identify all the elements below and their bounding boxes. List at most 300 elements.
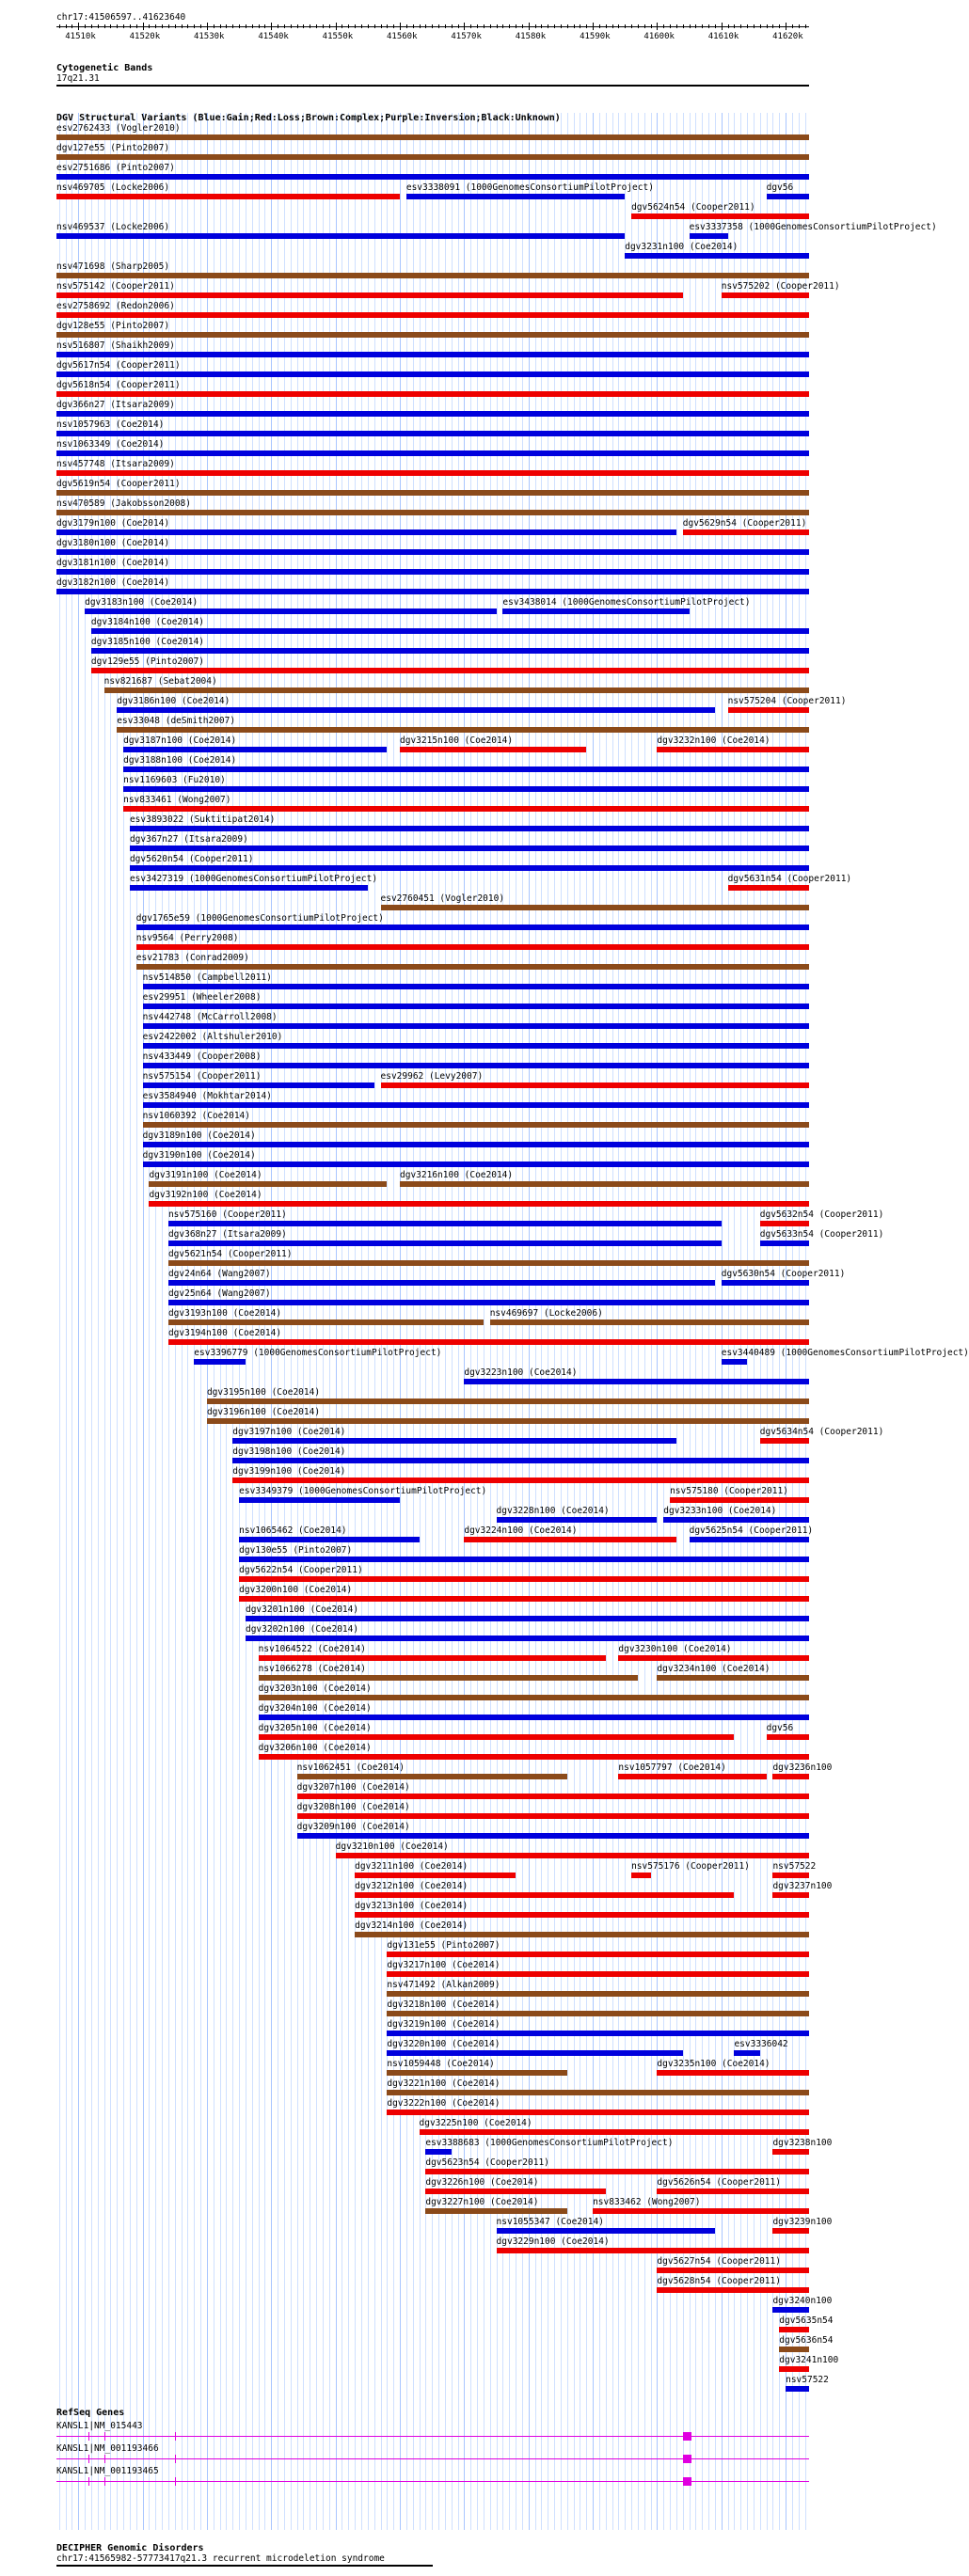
variant-label[interactable]: dgv3195n100 (Coe2014) bbox=[206, 1387, 321, 1398]
variant-label[interactable]: dgv3202n100 (Coe2014) bbox=[245, 1624, 359, 1635]
variant-label[interactable]: dgv3222n100 (Coe2014) bbox=[387, 2098, 500, 2109]
variant-bar-loss[interactable] bbox=[297, 1794, 809, 1799]
variant-bar-loss[interactable] bbox=[618, 1655, 809, 1661]
variant-label[interactable]: esv3337358 (1000GenomesConsortiumPilotProject) bbox=[689, 222, 937, 232]
variant-bar-complex[interactable] bbox=[56, 134, 809, 140]
variant-label[interactable]: esv3438014 (1000GenomesConsortiumPilotProject) bbox=[502, 597, 751, 608]
variant-label[interactable]: nsv575142 (Cooper2011) bbox=[56, 281, 175, 292]
variant-bar-loss[interactable] bbox=[239, 1576, 809, 1582]
variant-label[interactable]: dgv5623n54 (Cooper2011) bbox=[425, 2157, 549, 2168]
variant-label[interactable]: nsv575154 (Cooper2011) bbox=[142, 1071, 262, 1082]
variant-label[interactable]: dgv5627n54 (Cooper2011) bbox=[657, 2256, 781, 2267]
variant-label[interactable]: dgv3186n100 (Coe2014) bbox=[117, 696, 230, 706]
variant-bar-gain[interactable] bbox=[56, 529, 676, 535]
variant-bar-complex[interactable] bbox=[425, 2208, 566, 2214]
variant-label[interactable]: dgv5618n54 (Cooper2011) bbox=[56, 380, 181, 390]
variant-label[interactable]: dgv3228n100 (Coe2014) bbox=[496, 1506, 610, 1516]
variant-bar-loss[interactable] bbox=[631, 213, 809, 219]
variant-label[interactable]: nsv469705 (Locke2006) bbox=[56, 182, 170, 193]
variant-bar-gain[interactable] bbox=[168, 1241, 722, 1246]
variant-label[interactable]: dgv3182n100 (Coe2014) bbox=[56, 577, 170, 588]
variant-bar-gain[interactable] bbox=[246, 1616, 809, 1621]
decipher-item-label[interactable]: chr17:41565982-57773417q21.3 recurrent microdeletion syndrome bbox=[56, 2553, 385, 2564]
variant-label[interactable]: nsv821687 (Sebat2004) bbox=[103, 676, 217, 687]
variant-bar-gain[interactable] bbox=[130, 845, 809, 851]
variant-bar-complex[interactable] bbox=[779, 2347, 809, 2352]
variant-bar-gain[interactable] bbox=[56, 431, 809, 436]
variant-bar-loss[interactable] bbox=[336, 1853, 809, 1858]
variant-bar-gain[interactable] bbox=[123, 766, 809, 772]
variant-bar-loss[interactable] bbox=[728, 707, 809, 713]
variant-label[interactable]: dgv129e55 (Pinto2007) bbox=[90, 656, 205, 667]
variant-label[interactable]: nsv57522 bbox=[786, 2375, 829, 2385]
variant-label[interactable]: dgv3232n100 (Coe2014) bbox=[657, 735, 770, 746]
variant-label[interactable]: esv3440489 (1000GenomesConsortiumPilotProject) bbox=[721, 1348, 969, 1358]
gene-label[interactable]: KANSL1|NM_001193466 bbox=[56, 2443, 159, 2454]
variant-bar-loss[interactable] bbox=[772, 1873, 809, 1878]
variant-bar-gain[interactable] bbox=[497, 2228, 715, 2234]
variant-label[interactable]: nsv471492 (Alkan2009) bbox=[387, 1980, 500, 1990]
variant-label[interactable]: dgv3201n100 (Coe2014) bbox=[245, 1604, 359, 1615]
variant-bar-gain[interactable] bbox=[239, 1497, 400, 1503]
variant-bar-loss[interactable] bbox=[670, 1497, 809, 1503]
variant-bar-gain[interactable] bbox=[130, 885, 368, 891]
variant-bar-loss[interactable] bbox=[259, 1754, 809, 1760]
variant-bar-gain[interactable] bbox=[56, 411, 809, 417]
variant-bar-gain[interactable] bbox=[91, 628, 809, 634]
variant-label[interactable]: nsv471698 (Sharp2005) bbox=[56, 261, 170, 272]
variant-label[interactable]: dgv3226n100 (Coe2014) bbox=[425, 2177, 539, 2188]
variant-label[interactable]: dgv3223n100 (Coe2014) bbox=[464, 1367, 578, 1378]
variant-bar-loss[interactable] bbox=[779, 2327, 809, 2332]
gene-intron-line[interactable] bbox=[56, 2481, 809, 2482]
variant-label[interactable]: dgv3209n100 (Coe2014) bbox=[296, 1822, 410, 1832]
variant-label[interactable]: dgv3203n100 (Coe2014) bbox=[258, 1683, 372, 1694]
variant-bar-loss[interactable] bbox=[772, 2149, 809, 2155]
variant-bar-complex[interactable] bbox=[117, 727, 809, 733]
variant-bar-complex[interactable] bbox=[104, 687, 809, 693]
variant-label[interactable]: dgv3200n100 (Coe2014) bbox=[239, 1585, 353, 1595]
variant-bar-gain[interactable] bbox=[123, 747, 387, 752]
variant-bar-complex[interactable] bbox=[657, 1675, 809, 1681]
variant-bar-loss[interactable] bbox=[657, 2268, 809, 2273]
variant-label[interactable]: dgv3181n100 (Coe2014) bbox=[56, 558, 170, 568]
variant-label[interactable]: dgv3210n100 (Coe2014) bbox=[335, 1841, 449, 1852]
variant-bar-loss[interactable] bbox=[56, 391, 809, 397]
variant-label[interactable]: esv3349379 (1000GenomesConsortiumPilotProject) bbox=[239, 1486, 487, 1496]
variant-bar-complex[interactable] bbox=[168, 1260, 809, 1266]
variant-label[interactable]: dgv5630n54 (Cooper2011) bbox=[721, 1269, 846, 1279]
variant-bar-gain[interactable] bbox=[239, 1537, 419, 1542]
variant-bar-gain[interactable] bbox=[130, 865, 809, 871]
variant-bar-loss[interactable] bbox=[425, 2169, 809, 2174]
variant-label[interactable]: dgv5620n54 (Cooper2011) bbox=[129, 854, 254, 864]
variant-bar-loss[interactable] bbox=[767, 1734, 809, 1740]
variant-label[interactable]: nsv1064522 (Coe2014) bbox=[258, 1644, 367, 1654]
variant-label[interactable]: dgv5636n54 bbox=[779, 2335, 834, 2346]
variant-bar-gain[interactable] bbox=[91, 648, 809, 654]
variant-label[interactable]: nsv1057797 (Coe2014) bbox=[618, 1762, 726, 1773]
variant-bar-gain[interactable] bbox=[143, 1043, 809, 1049]
variant-label[interactable]: dgv367n27 (Itsara2009) bbox=[129, 834, 248, 845]
variant-label[interactable]: esv33048 (deSmith2007) bbox=[117, 716, 236, 726]
variant-bar-gain[interactable] bbox=[690, 1537, 809, 1542]
variant-bar-complex[interactable] bbox=[56, 510, 809, 515]
variant-label[interactable]: nsv1055347 (Coe2014) bbox=[496, 2217, 604, 2227]
variant-bar-gain[interactable] bbox=[722, 1359, 747, 1365]
variant-label[interactable]: dgv3187n100 (Coe2014) bbox=[123, 735, 237, 746]
variant-label[interactable]: dgv3189n100 (Coe2014) bbox=[142, 1130, 256, 1141]
variant-bar-loss[interactable] bbox=[91, 668, 809, 673]
variant-bar-gain[interactable] bbox=[136, 925, 809, 930]
variant-label[interactable]: dgv127e55 (Pinto2007) bbox=[56, 143, 170, 153]
variant-label[interactable]: dgv5633n54 (Cooper2011) bbox=[759, 1229, 884, 1240]
variant-bar-gain[interactable] bbox=[56, 549, 809, 555]
variant-bar-gain[interactable] bbox=[387, 2031, 809, 2036]
variant-label[interactable]: dgv5632n54 (Cooper2011) bbox=[759, 1209, 884, 1220]
variant-label[interactable]: dgv56 bbox=[766, 1723, 794, 1733]
variant-label[interactable]: dgv5626n54 (Cooper2011) bbox=[657, 2177, 781, 2188]
variant-bar-complex[interactable] bbox=[143, 1122, 809, 1128]
variant-label[interactable]: dgv3211n100 (Coe2014) bbox=[355, 1861, 469, 1872]
variant-label[interactable]: dgv3179n100 (Coe2014) bbox=[56, 518, 170, 529]
variant-bar-complex[interactable] bbox=[381, 905, 809, 910]
variant-label[interactable]: dgv5621n54 (Cooper2011) bbox=[167, 1249, 293, 1259]
variant-bar-loss[interactable] bbox=[728, 885, 809, 891]
variant-bar-loss[interactable] bbox=[387, 1971, 809, 1977]
gene-label[interactable]: KANSL1|NM_015443 bbox=[56, 2421, 143, 2431]
variant-bar-gain[interactable] bbox=[143, 984, 809, 989]
variant-bar-gain[interactable] bbox=[56, 174, 809, 180]
variant-bar-complex[interactable] bbox=[355, 1932, 809, 1937]
variant-label[interactable]: dgv366n27 (Itsara2009) bbox=[56, 400, 175, 410]
variant-label[interactable]: esv2751686 (Pinto2007) bbox=[56, 163, 175, 173]
variant-bar-loss[interactable] bbox=[631, 1873, 651, 1878]
variant-label[interactable]: dgv3199n100 (Coe2014) bbox=[232, 1466, 346, 1477]
gene-intron-line[interactable] bbox=[56, 2458, 809, 2459]
variant-label[interactable]: dgv3212n100 (Coe2014) bbox=[355, 1881, 469, 1891]
variant-bar-gain[interactable] bbox=[194, 1359, 246, 1365]
variant-bar-gain[interactable] bbox=[85, 608, 496, 614]
variant-bar-gain[interactable] bbox=[143, 1142, 809, 1147]
variant-label[interactable]: dgv3183n100 (Coe2014) bbox=[85, 597, 199, 608]
variant-label[interactable]: dgv3239n100 bbox=[772, 2217, 833, 2227]
variant-label[interactable]: nsv575176 (Cooper2011) bbox=[631, 1861, 750, 1872]
variant-label[interactable]: dgv3219n100 (Coe2014) bbox=[387, 2019, 500, 2030]
variant-label[interactable]: dgv3193n100 (Coe2014) bbox=[167, 1308, 282, 1319]
variant-label[interactable]: dgv3198n100 (Coe2014) bbox=[232, 1446, 346, 1457]
variant-bar-gain[interactable] bbox=[232, 1458, 809, 1463]
variant-bar-loss[interactable] bbox=[56, 292, 683, 298]
variant-label[interactable]: esv3338091 (1000GenomesConsortiumPilotProject) bbox=[405, 182, 654, 193]
variant-label[interactable]: dgv3217n100 (Coe2014) bbox=[387, 1960, 500, 1970]
variant-bar-gain[interactable] bbox=[239, 1557, 809, 1562]
variant-label[interactable]: dgv3185n100 (Coe2014) bbox=[90, 637, 205, 647]
variant-bar-loss[interactable] bbox=[657, 2287, 809, 2293]
variant-label[interactable]: dgv3231n100 (Coe2014) bbox=[625, 242, 739, 252]
variant-bar-gain[interactable] bbox=[297, 1833, 809, 1839]
variant-bar-loss[interactable] bbox=[464, 1537, 676, 1542]
variant-label[interactable]: esv21783 (Conrad2009) bbox=[135, 953, 249, 963]
variant-label[interactable]: dgv3220n100 (Coe2014) bbox=[387, 2039, 500, 2049]
variant-label[interactable]: dgv3233n100 (Coe2014) bbox=[663, 1506, 777, 1516]
variant-bar-loss[interactable] bbox=[387, 2110, 809, 2115]
variant-bar-gain[interactable] bbox=[406, 194, 625, 199]
variant-label[interactable]: dgv5634n54 (Cooper2011) bbox=[759, 1427, 884, 1437]
variant-bar-loss[interactable] bbox=[593, 2208, 809, 2214]
variant-bar-loss[interactable] bbox=[56, 470, 809, 476]
variant-label[interactable]: esv3396779 (1000GenomesConsortiumPilotProject) bbox=[194, 1348, 442, 1358]
variant-label[interactable]: esv3427319 (1000GenomesConsortiumPilotProject) bbox=[129, 874, 378, 884]
variant-bar-loss[interactable] bbox=[425, 2189, 605, 2194]
gene-label[interactable]: KANSL1|NM_001193465 bbox=[56, 2466, 159, 2476]
variant-bar-gain[interactable] bbox=[625, 253, 809, 259]
variant-label[interactable]: esv2758692 (Redon2006) bbox=[56, 301, 175, 311]
variant-bar-complex[interactable] bbox=[56, 154, 809, 160]
variant-label[interactable]: dgv56 bbox=[766, 182, 794, 193]
variant-bar-loss[interactable] bbox=[56, 194, 400, 199]
variant-bar-gain[interactable] bbox=[232, 1438, 676, 1444]
variant-bar-loss[interactable] bbox=[232, 1478, 809, 1483]
variant-label[interactable]: dgv5619n54 (Cooper2011) bbox=[56, 479, 181, 489]
variant-bar-gain[interactable] bbox=[143, 1102, 809, 1108]
variant-label[interactable]: dgv3230n100 (Coe2014) bbox=[618, 1644, 732, 1654]
variant-label[interactable]: nsv1065462 (Coe2014) bbox=[239, 1525, 347, 1536]
variant-label[interactable]: nsv516807 (Shaikh2009) bbox=[56, 340, 175, 351]
variant-label[interactable]: nsv833461 (Wong2007) bbox=[123, 795, 231, 805]
decipher-item-bar[interactable] bbox=[56, 2565, 433, 2567]
variant-label[interactable]: dgv128e55 (Pinto2007) bbox=[56, 321, 170, 331]
variant-bar-loss[interactable] bbox=[381, 1083, 809, 1088]
variant-bar-complex[interactable] bbox=[387, 2011, 809, 2016]
variant-bar-complex[interactable] bbox=[297, 1774, 567, 1779]
variant-bar-gain[interactable] bbox=[143, 1004, 809, 1009]
variant-bar-gain[interactable] bbox=[387, 2050, 682, 2056]
variant-bar-gain[interactable] bbox=[425, 2149, 451, 2155]
variant-label[interactable]: nsv1066278 (Coe2014) bbox=[258, 1664, 367, 1674]
variant-label[interactable]: nsv470589 (Jakobsson2008) bbox=[56, 498, 191, 509]
variant-bar-gain[interactable] bbox=[56, 569, 809, 575]
variant-bar-complex[interactable] bbox=[56, 490, 809, 496]
variant-label[interactable]: dgv5624n54 (Cooper2011) bbox=[631, 202, 755, 213]
variant-bar-loss[interactable] bbox=[355, 1912, 809, 1918]
variant-bar-loss[interactable] bbox=[355, 1873, 516, 1878]
variant-label[interactable]: esv29951 (Wheeler2008) bbox=[142, 992, 262, 1003]
variant-label[interactable]: dgv3197n100 (Coe2014) bbox=[232, 1427, 346, 1437]
variant-bar-gain[interactable] bbox=[168, 1221, 722, 1226]
variant-bar-loss[interactable] bbox=[683, 529, 809, 535]
variant-label[interactable]: dgv368n27 (Itsara2009) bbox=[167, 1229, 287, 1240]
variant-bar-loss[interactable] bbox=[136, 944, 809, 950]
variant-label[interactable]: nsv1059448 (Coe2014) bbox=[387, 2059, 495, 2069]
variant-label[interactable]: esv3388683 (1000GenomesConsortiumPilotProject) bbox=[425, 2138, 674, 2148]
variant-bar-gain[interactable] bbox=[259, 1715, 809, 1720]
variant-label[interactable]: dgv3191n100 (Coe2014) bbox=[149, 1170, 262, 1180]
variant-label[interactable]: dgv5622n54 (Cooper2011) bbox=[239, 1565, 363, 1575]
variant-bar-loss[interactable] bbox=[149, 1201, 809, 1207]
variant-bar-gain[interactable] bbox=[117, 707, 715, 713]
variant-label[interactable]: dgv3196n100 (Coe2014) bbox=[206, 1407, 321, 1417]
variant-label[interactable]: dgv3213n100 (Coe2014) bbox=[355, 1901, 469, 1911]
variant-label[interactable]: dgv131e55 (Pinto2007) bbox=[387, 1940, 500, 1951]
variant-label[interactable]: nsv457748 (Itsara2009) bbox=[56, 459, 175, 469]
variant-bar-gain[interactable] bbox=[143, 1063, 809, 1068]
variant-bar-gain[interactable] bbox=[767, 194, 809, 199]
variant-label[interactable]: dgv3224n100 (Coe2014) bbox=[464, 1525, 578, 1536]
variant-bar-loss[interactable] bbox=[772, 2228, 809, 2234]
variant-label[interactable]: nsv575202 (Cooper2011) bbox=[721, 281, 840, 292]
variant-label[interactable]: dgv1765e59 (1000GenomesConsortiumPilotProject) bbox=[135, 913, 384, 924]
variant-label[interactable]: nsv469697 (Locke2006) bbox=[489, 1308, 603, 1319]
variant-label[interactable]: esv2762433 (Vogler2010) bbox=[56, 123, 181, 134]
variant-label[interactable]: dgv3207n100 (Coe2014) bbox=[296, 1782, 410, 1793]
variant-bar-loss[interactable] bbox=[355, 1892, 734, 1898]
variant-label[interactable]: dgv3184n100 (Coe2014) bbox=[90, 617, 205, 627]
variant-bar-loss[interactable] bbox=[772, 1774, 809, 1779]
gene-intron-line[interactable] bbox=[56, 2436, 809, 2437]
variant-bar-loss[interactable] bbox=[259, 1734, 735, 1740]
variant-label[interactable]: nsv575180 (Cooper2011) bbox=[670, 1486, 788, 1496]
variant-bar-gain[interactable] bbox=[56, 233, 625, 239]
variant-bar-gain[interactable] bbox=[663, 1517, 809, 1523]
variant-label[interactable]: dgv3192n100 (Coe2014) bbox=[149, 1190, 262, 1200]
variant-bar-loss[interactable] bbox=[297, 1813, 809, 1819]
variant-bar-gain[interactable] bbox=[690, 233, 728, 239]
variant-bar-loss[interactable] bbox=[760, 1438, 809, 1444]
variant-label[interactable]: dgv3218n100 (Coe2014) bbox=[387, 1999, 500, 2010]
variant-label[interactable]: nsv575160 (Cooper2011) bbox=[167, 1209, 287, 1220]
variant-bar-gain[interactable] bbox=[722, 1280, 809, 1286]
variant-bar-gain[interactable] bbox=[497, 1517, 658, 1523]
variant-label[interactable]: dgv3206n100 (Coe2014) bbox=[258, 1743, 372, 1753]
variant-bar-complex[interactable] bbox=[56, 273, 809, 278]
variant-bar-gain[interactable] bbox=[143, 1023, 809, 1029]
variant-bar-complex[interactable] bbox=[259, 1695, 809, 1700]
variant-bar-gain[interactable] bbox=[143, 1162, 809, 1167]
variant-bar-complex[interactable] bbox=[168, 1320, 484, 1325]
variant-bar-loss[interactable] bbox=[259, 1655, 606, 1661]
variant-label[interactable]: dgv3194n100 (Coe2014) bbox=[167, 1328, 282, 1338]
variant-label[interactable]: nsv1169603 (Fu2010) bbox=[123, 775, 226, 785]
variant-bar-gain[interactable] bbox=[130, 826, 809, 831]
variant-label[interactable]: nsv469537 (Locke2006) bbox=[56, 222, 170, 232]
variant-label[interactable]: dgv3180n100 (Coe2014) bbox=[56, 538, 170, 548]
variant-label[interactable]: nsv1057963 (Coe2014) bbox=[56, 419, 165, 430]
variant-bar-loss[interactable] bbox=[400, 747, 586, 752]
variant-bar-complex[interactable] bbox=[490, 1320, 809, 1325]
variant-label[interactable]: dgv3235n100 (Coe2014) bbox=[657, 2059, 770, 2069]
variant-bar-complex[interactable] bbox=[387, 1991, 809, 1997]
variant-bar-gain[interactable] bbox=[772, 2307, 809, 2313]
variant-bar-gain[interactable] bbox=[760, 1241, 809, 1246]
variant-bar-complex[interactable] bbox=[136, 964, 809, 970]
variant-bar-loss[interactable] bbox=[56, 312, 809, 318]
variant-bar-loss[interactable] bbox=[779, 2366, 809, 2372]
variant-label[interactable]: esv3336042 bbox=[734, 2039, 788, 2049]
variant-label[interactable]: nsv575204 (Cooper2011) bbox=[727, 696, 847, 706]
variant-label[interactable]: nsv442748 (McCarroll2008) bbox=[142, 1012, 278, 1022]
variant-label[interactable]: dgv5628n54 (Cooper2011) bbox=[657, 2276, 781, 2286]
variant-bar-complex[interactable] bbox=[207, 1399, 809, 1404]
variant-label[interactable]: dgv3221n100 (Coe2014) bbox=[387, 2078, 500, 2089]
variant-bar-loss[interactable] bbox=[657, 747, 809, 752]
variant-bar-gain[interactable] bbox=[56, 352, 809, 357]
variant-label[interactable]: dgv24n64 (Wang2007) bbox=[167, 1269, 271, 1279]
variant-bar-gain[interactable] bbox=[734, 2050, 759, 2056]
variant-bar-loss[interactable] bbox=[772, 1892, 809, 1898]
variant-label[interactable]: dgv3216n100 (Coe2014) bbox=[400, 1170, 514, 1180]
variant-bar-loss[interactable] bbox=[657, 2070, 809, 2076]
variant-bar-complex[interactable] bbox=[387, 2090, 809, 2095]
variant-label[interactable]: nsv57522 bbox=[772, 1861, 817, 1872]
variant-label[interactable]: esv29962 (Levy2007) bbox=[380, 1071, 484, 1082]
variant-label[interactable]: nsv1060392 (Coe2014) bbox=[142, 1111, 250, 1121]
variant-label[interactable]: nsv1063349 (Coe2014) bbox=[56, 439, 165, 450]
variant-bar-complex[interactable] bbox=[207, 1418, 809, 1424]
variant-bar-gain[interactable] bbox=[56, 450, 809, 456]
variant-label[interactable]: esv2760451 (Vogler2010) bbox=[380, 893, 505, 904]
variant-bar-gain[interactable] bbox=[123, 786, 809, 792]
variant-label[interactable]: dgv130e55 (Pinto2007) bbox=[239, 1545, 353, 1556]
variant-bar-gain[interactable] bbox=[56, 589, 809, 594]
variant-bar-gain[interactable] bbox=[168, 1300, 809, 1305]
variant-bar-loss[interactable] bbox=[657, 2189, 809, 2194]
variant-label[interactable]: esv2422002 (Altshuler2010) bbox=[142, 1032, 283, 1042]
variant-bar-loss[interactable] bbox=[239, 1596, 809, 1602]
variant-label[interactable]: dgv3205n100 (Coe2014) bbox=[258, 1723, 372, 1733]
variant-bar-gain[interactable] bbox=[56, 371, 809, 377]
variant-bar-complex[interactable] bbox=[259, 1675, 638, 1681]
variant-bar-loss[interactable] bbox=[618, 1774, 766, 1779]
variant-label[interactable]: dgv3241n100 bbox=[779, 2355, 839, 2365]
variant-bar-loss[interactable] bbox=[760, 1221, 809, 1226]
variant-bar-complex[interactable] bbox=[400, 1181, 809, 1187]
variant-label[interactable]: dgv3237n100 bbox=[772, 1881, 833, 1891]
variant-label[interactable]: dgv3240n100 bbox=[772, 2296, 833, 2306]
variant-label[interactable]: nsv9564 (Perry2008) bbox=[135, 933, 239, 943]
variant-label[interactable]: dgv3215n100 (Coe2014) bbox=[400, 735, 514, 746]
variant-label[interactable]: dgv3229n100 (Coe2014) bbox=[496, 2236, 610, 2247]
variant-bar-loss[interactable] bbox=[387, 1952, 809, 1957]
variant-label[interactable]: esv3893022 (Suktitipat2014) bbox=[129, 814, 276, 825]
variant-label[interactable]: dgv5629n54 (Cooper2011) bbox=[682, 518, 807, 529]
variant-bar-loss[interactable] bbox=[123, 806, 809, 812]
variant-bar-loss[interactable] bbox=[497, 2248, 809, 2253]
variant-label[interactable]: dgv3208n100 (Coe2014) bbox=[296, 1802, 410, 1812]
variant-bar-loss[interactable] bbox=[420, 2129, 809, 2135]
variant-label[interactable]: esv3584940 (Mokhtar2014) bbox=[142, 1091, 272, 1101]
variant-label[interactable]: dgv3236n100 bbox=[772, 1762, 833, 1773]
variant-label[interactable]: nsv833462 (Wong2007) bbox=[593, 2197, 701, 2207]
variant-label[interactable]: dgv3214n100 (Coe2014) bbox=[355, 1920, 469, 1931]
variant-bar-complex[interactable] bbox=[149, 1181, 387, 1187]
variant-bar-complex[interactable] bbox=[56, 332, 809, 338]
variant-label[interactable]: nsv433449 (Cooper2008) bbox=[142, 1051, 262, 1062]
variant-label[interactable]: nsv1062451 (Coe2014) bbox=[296, 1762, 405, 1773]
variant-bar-gain[interactable] bbox=[464, 1379, 809, 1384]
variant-label[interactable]: dgv5625n54 (Cooper2011) bbox=[689, 1525, 814, 1536]
variant-bar-gain[interactable] bbox=[786, 2386, 809, 2392]
variant-label[interactable]: dgv5631n54 (Cooper2011) bbox=[727, 874, 852, 884]
variant-label[interactable]: dgv5635n54 bbox=[779, 2315, 834, 2326]
variant-label[interactable]: dgv3238n100 bbox=[772, 2138, 833, 2148]
variant-label[interactable]: dgv3188n100 (Coe2014) bbox=[123, 755, 237, 766]
variant-bar-gain[interactable] bbox=[143, 1083, 374, 1088]
variant-bar-loss[interactable] bbox=[168, 1339, 809, 1345]
variant-label[interactable]: nsv514850 (Campbell2011) bbox=[142, 972, 272, 983]
variant-label[interactable]: dgv5617n54 (Cooper2011) bbox=[56, 360, 181, 371]
variant-bar-complex[interactable] bbox=[387, 2070, 566, 2076]
